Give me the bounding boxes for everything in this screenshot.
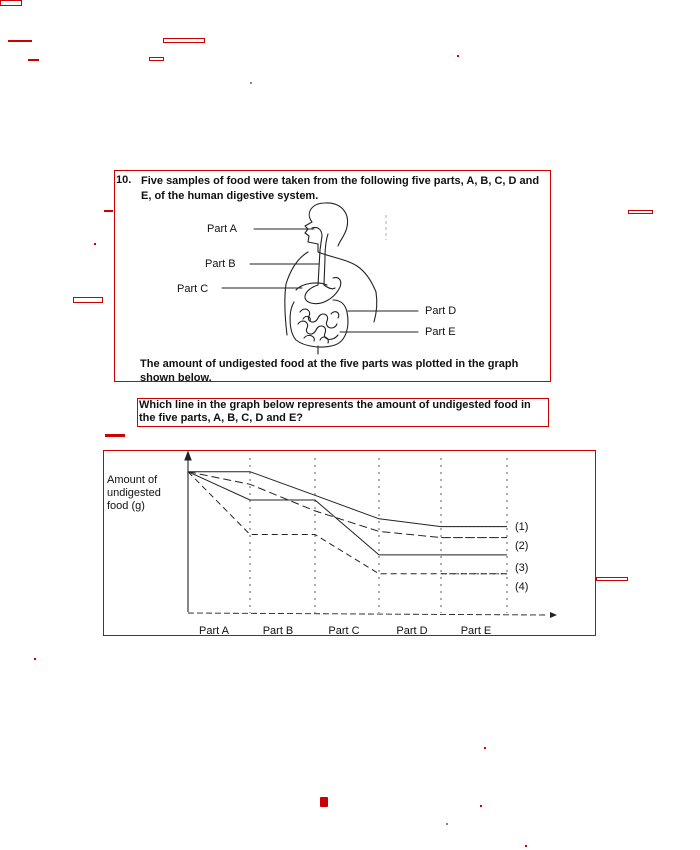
label-part-e: Part E (425, 326, 456, 338)
y-axis-arrow (185, 452, 191, 460)
series-lines (188, 472, 507, 574)
question-text: Five samples of food were taken from the following five parts, A, B, C, D and E, of the human digestive system. (141, 175, 540, 202)
label-part-d: Part D (425, 305, 457, 317)
series-labels (515, 521, 528, 593)
x-axis (188, 613, 545, 615)
x-tick-labels (199, 625, 491, 637)
series-line-4 (188, 472, 507, 574)
grid-lines (250, 458, 507, 613)
x-tick-label-1: Part A (199, 625, 229, 637)
series-line-1 (188, 472, 507, 527)
label-part-b: Part B (205, 258, 236, 270)
x-tick-label-3: Part C (328, 625, 360, 637)
which-question-text: Which line in the graph below represents the amount of undigested food in the five parts, A, B, C, D and E? (139, 399, 531, 424)
label-part-c: Part C (177, 283, 209, 295)
graph-intro-paragraph: The amount of undigested food at the five parts was plotted in the graph shown below. (140, 358, 519, 384)
series-label-2: (2) (515, 540, 529, 552)
series-line-3 (188, 472, 507, 555)
question-number: 10. (116, 174, 132, 186)
label-part-a: Part A (207, 223, 237, 235)
series-label-1: (1) (515, 521, 529, 533)
x-tick-label-4: Part D (396, 625, 428, 637)
x-tick-label-5: Part E (460, 625, 492, 637)
x-tick-label-2: Part B (262, 625, 294, 637)
x-axis-arrow (550, 612, 557, 618)
series-label-4: (4) (515, 581, 529, 593)
page-number-mark (320, 797, 328, 807)
y-axis-label: Amount of undigested food (g) (107, 474, 161, 512)
series-label-3: (3) (515, 562, 529, 574)
